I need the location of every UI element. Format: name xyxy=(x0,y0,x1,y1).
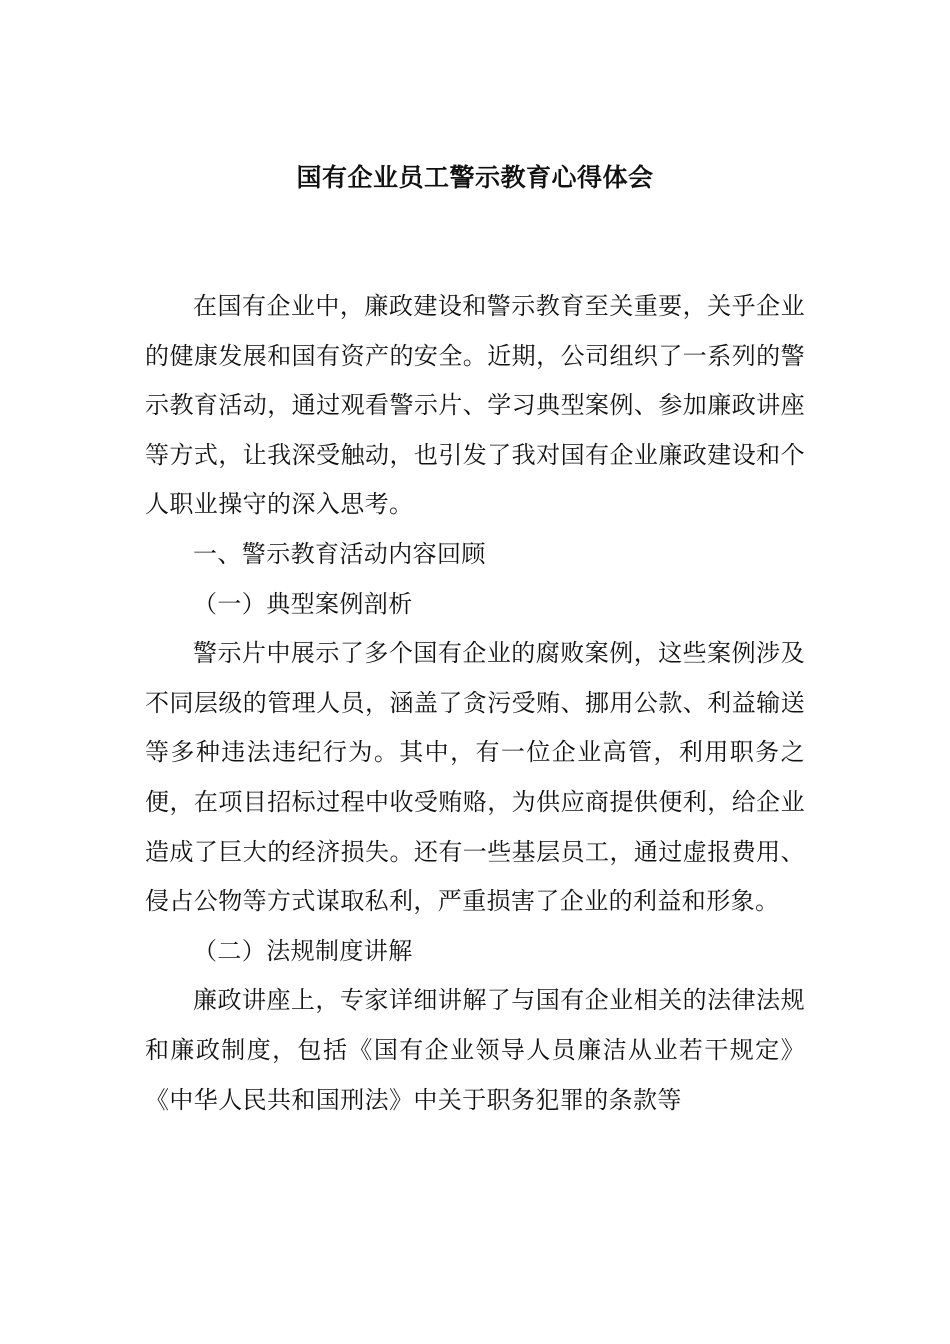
section-heading: 一、警示教育活动内容回顾 xyxy=(193,539,486,568)
subsection-heading: （一）典型案例剖析 xyxy=(193,589,413,618)
document-body xyxy=(145,282,805,1125)
case-analysis-paragraph: 警示片中展示了多个国有企业的腐败案例，这些案例涉及不同层级的管理人员，涵盖了贪污受贿、挪用公款、利益输送等多种违法违纪行为。其中，有一位企业高管，利用职务之便，在项目招标过程中收受贿赂，为供应商提供便利，给企业造成了巨大的经济损失。还有一些基层员工，通过虚报费用、侵占公物等方式谋取私利，严重损害了企业的利益和形象。 xyxy=(145,639,805,916)
regulations-paragraph: 廉政讲座上，专家详细讲解了与国有企业相关的法律法规和廉政制度，包括《国有企业领导人员廉洁从业若干规定》《中华人民共和国刑法》中关于职务犯罪的条款等 xyxy=(145,986,805,1114)
subsection-heading: （二）法规制度讲解 xyxy=(193,936,413,965)
document-title: 国有企业员工警示教育心得体会 xyxy=(296,163,654,192)
intro-paragraph: 在国有企业中，廉政建设和警示教育至关重要，关乎企业的健康发展和国有资产的安全。近期，公司组织了一系列的警示教育活动，通过观看警示片、学习典型案例、参加廉政讲座等方式，让我深受触动，也引发了我对国有企业廉政建设和个人职业操守的深入思考。 xyxy=(145,292,805,519)
